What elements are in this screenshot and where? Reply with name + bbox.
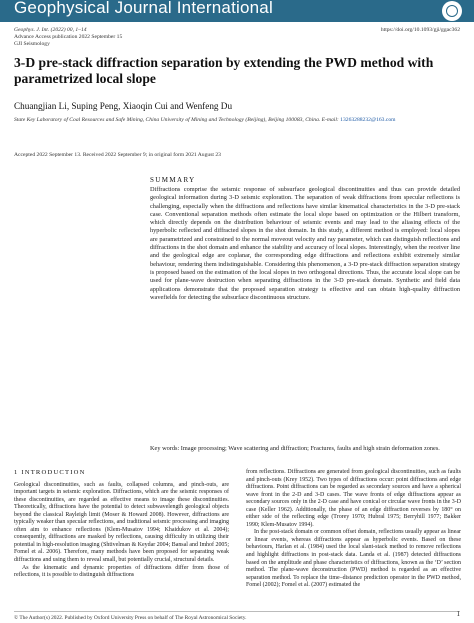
column-left bbox=[14, 469, 229, 580]
affiliation-text: State Key Laboratory of Coal Resources and Safe Mining, China University of Mining and Technology (Beijing), Beijing 100083, China. E-mail: bbox=[14, 117, 339, 123]
journal-title: Geophysical Journal International bbox=[14, 0, 273, 17]
page-number: 1 bbox=[456, 610, 460, 618]
column-right bbox=[246, 469, 461, 590]
summary-heading: SUMMARY bbox=[150, 176, 196, 184]
citation-block bbox=[14, 27, 122, 48]
copyright-footer: © The Author(s) 2022. Published by Oxford University Press on behalf of The Royal Astronomical Society. bbox=[14, 611, 460, 621]
keywords: Key words: Image processing; Wave scattering and diffraction; Fractures, faults and high strain deformation zones. bbox=[150, 445, 440, 452]
author-email[interactable]: 13263288232@163.com bbox=[340, 117, 396, 123]
authors-line bbox=[14, 101, 232, 111]
intro-paragraph-1: Geological discontinuities, such as faults, collapsed columns, and pinch-outs, are important targets in seismic exploration. Diffractions, which are the seismic responses of these discontinuities, are regarded as effective means to image these discontinuities. Theoretically, diffractions have the potential to detect subwavelength geological objects beyond the classical Rayleigh limit (Moser & Howard 2008). However, diffractions are typically weaker than specular reflections, and traditional seismic processing and imaging often aim to enhance reflections (Klem-Musatov 1994; Khaidukov et al. 2004); consequently, diffractions are masked by reflections, causing difficulty in utilizing their potential in high-resolution imaging (Shtivelman & Keydar 2004; Bansal and Imhof 2005; Fomel et al. 2006). Therefore, many methods have been proposed for separating weak diffractions and using them to reveal small, but potentially crucial, structural details. bbox=[14, 481, 229, 564]
intro-heading: 1 INTRODUCTION bbox=[14, 469, 86, 476]
article-title: 3-D pre-stack diffraction separation by extending the PWD method with parametrized local slope bbox=[14, 55, 434, 86]
article-dates: Accepted 2022 September 13. Received 2022 September 9; in original form 2021 August 23 bbox=[14, 152, 221, 158]
summary-text: Diffractions comprise the seismic response of subsurface geological discontinuities and thus can provide detailed geological information during 3-D seismic exploration. The separation of weak diffractions from specular reflections is challenging, especially when the diffractions and reflections have similar kinematical characteristics in the 3-D pre-stack case. Conventional separation methods often estimate the local slope based on optimization or the Hilbert transform, which directly depends on the distribution behaviour of seismic events and may lead to the aliasing effects of the hyperbolic reflected and diffracted slopes in the shot domain. In this study, a different method is employed: local slopes are parametrized and constrained to the normal moveout velocity and ray parameter, which can distinguish reflections and diffractions in the shot domain and enhance the stability and accuracy of local slopes. Interestingly, when the receiver line and the geological edge are coplanar, the corresponding edge diffractions and reflections exhibit extremely similar behaviour, rendering them indistinguishable. Considering this phenomenon, a 3-D pre-stack diffraction separation strategy is proposed based on the estimation of the local slopes in two orthogonal directions. Thus, the accurate local slope can be used for plane-wave destruction when separating diffractions in the 3-D pre-stack domain. Synthetic and field data applications demonstrate that the proposed separation strategy is effective and can obtain high-quality diffraction wavefields for detecting the subsurface discontinuous structure. bbox=[150, 186, 460, 301]
intro-paragraph-2: As the kinematic and dynamic properties of diffractions differ from those of reflections, it is possible to distinguish diffractions bbox=[14, 564, 229, 579]
intro-paragraph-4: In the post-stack domain or common offset domain, reflections usually appear as linear or linear events, whereas diffractions appear as hyperbolic events. Based on these behaviours, Harlan et al. (1984) used the local slant-stack method to remove reflections and highlight diffractions in post-stack data. Landa et al. (1987) detected diffractions based on the amplitude and phase characteristics of diffractions, known as the ‘D’ section method. The plane-wave deconstruction (PWD) method is regarded as an effective separation method. To replace the time–distance prediction operator in the PWD method, Fomel (2002); Fomel et al. (2007) estimated the bbox=[246, 529, 461, 589]
affiliation bbox=[14, 117, 454, 124]
advance-access: Advance Access publication 2022 September 15 bbox=[14, 34, 123, 40]
intro-paragraph-3: from reflections. Diffractions are generated from geological discontinuities, such as faults and pinch-outs (Krey 1952). Two types of diffractions occur: point diffractions and edge diffractions. Point diffractions can be regarded as secondary sources and have a spherical wave front in the 2-D and 3-D cases. The wave fronts of edge diffractions appear as secondary sources only in the 2-D case and have conical or circular wave fronts in the 3-D case (Keller 1962). Additionally, the phase of an edge diffraction reverses by 180° on either side of the reflecting edge (Trorey 1970; Hubral 1975; Berryhill 1977; Bakker 1990; Klem-Musatov 1994). bbox=[246, 469, 461, 528]
citation: Geophys. J. Int. (2022) 00, 1–14 bbox=[14, 27, 87, 33]
society-logo-icon bbox=[442, 1, 462, 21]
section-label: GJI Seismology bbox=[14, 41, 50, 47]
author-names: Chuangjian Li, Suping Peng, Xiaoqin Cui and Wenfeng Du bbox=[14, 101, 233, 111]
journal-banner bbox=[0, 0, 474, 22]
doi-link[interactable]: https://doi.org/10.1093/gji/ggac362 bbox=[380, 27, 460, 33]
